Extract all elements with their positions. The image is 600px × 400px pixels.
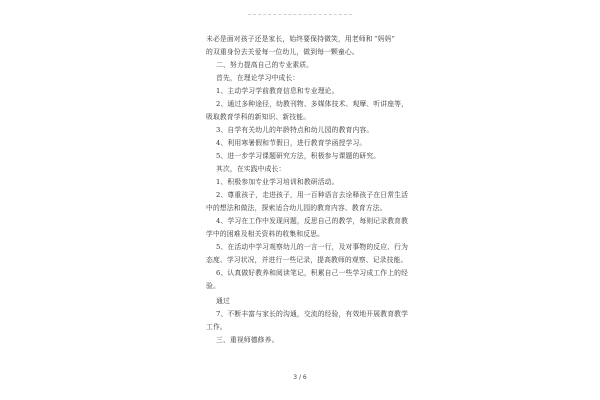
paragraph-line-2: 的双重身份去关爱每一位幼儿，做到每一颗童心。 [206,48,359,56]
practice-item-4-cont: 学中的困难及相关资料的收集和反思。 [206,230,325,238]
list-item-3: 3、自学有关幼儿的年龄特点和幼儿园的教育内容。 [216,126,374,134]
subheading-practice: 其次，在实践中成长： [216,165,286,173]
list-item-2-cont: 吸取教育学科的新知识、新技能。 [206,113,311,121]
practice-item-2-cont: 中的想法和做法，探索适合幼儿园的教育内容、教育方法。 [206,204,387,212]
practice-item-5: 5、在活动中学习观察幼儿的一言一行，及对事物的反应、行为 [216,243,409,251]
word-tongguo: 通过 [216,297,230,305]
list-item-1: 1、主动学习学前教育信息和专业理论。 [216,87,339,95]
section-heading-3: 三、重视师德修养。 [216,336,279,344]
section-heading-2: 二、努力提高自己的专业素质。 [216,61,314,69]
list-item-2: 2、通过多种途径，幼教刊物、多媒体技术、观摩、听讲座等， [216,100,409,108]
practice-item-6: 6、认真做好教养和阅读笔记，积累自己一些学习成工作上的经 [216,269,409,277]
subheading-theory: 首先，在理论学习中成长： [216,74,300,82]
practice-item-7-cont: 工作。 [206,323,227,331]
practice-item-2: 2、尊重孩子，走进孩子，用一百种语言去诠释孩子在日常生活 [216,191,409,199]
page-number: 3 / 6 [293,374,307,381]
paragraph-line-1: 未必是面对孩子还是家长，始终要保持微笑，用老师和 [206,35,373,43]
quoted-mama: “妈妈” [374,35,396,43]
page-header-rule [248,14,352,15]
list-item-4: 4、利用寒暑假和节假日，进行教育学函授学习。 [216,139,367,147]
practice-item-5-cont: 态度、学习状况，并进行一些记录，提高教师的观察、记录技能。 [206,256,408,264]
practice-item-6-cont: 验。 [206,282,220,290]
practice-item-4: 4、学习在工作中发现问题，反思自己的教学，每则记录教育教 [216,217,409,225]
practice-item-1: 1、积极参加专业学习培训和教研活动。 [216,178,339,186]
practice-item-7: 7、不断丰富与家长的沟通，交流的经验，有效地开展教育教学 [216,310,409,318]
list-item-5: 5、进一步学习课题研究方法，积极参与课题的研究。 [216,152,381,160]
